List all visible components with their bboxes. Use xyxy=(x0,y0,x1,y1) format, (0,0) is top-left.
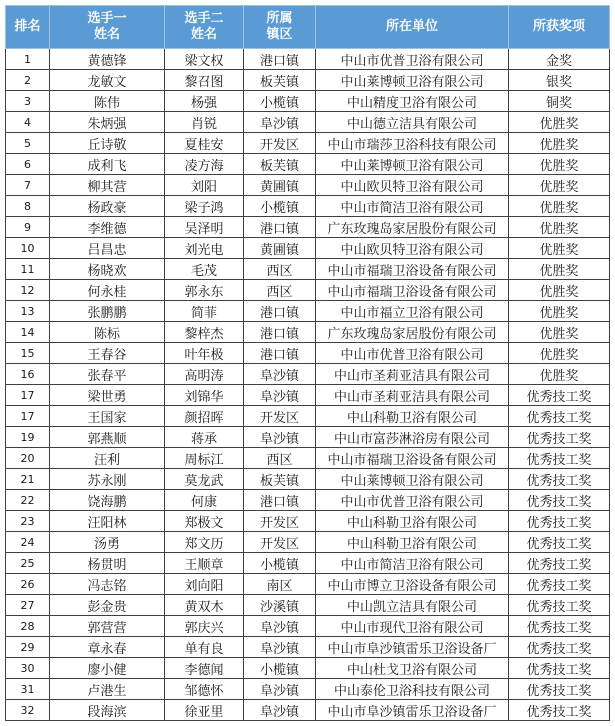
results-table-container xyxy=(5,5,610,721)
town-cell: 小榄镇 xyxy=(244,658,316,679)
company-cell: 中山市瑞莎卫浴科技有限公司 xyxy=(316,133,509,154)
company-cell: 中山莱博顿卫浴有限公司 xyxy=(316,154,509,175)
town-cell: 开发区 xyxy=(244,511,316,532)
company-cell: 中山欧贝特卫浴有限公司 xyxy=(316,175,509,196)
town-cell: 黄圃镇 xyxy=(244,238,316,259)
company-cell: 中山科勒卫浴有限公司 xyxy=(316,532,509,553)
rank-cell: 26 xyxy=(6,574,50,595)
award-cell: 优胜奖 xyxy=(509,301,610,322)
table-row xyxy=(6,217,610,238)
player2-cell: 夏桂安 xyxy=(165,133,244,154)
table-header xyxy=(6,6,610,49)
rank-cell: 8 xyxy=(6,196,50,217)
rank-cell: 32 xyxy=(6,700,50,721)
table-row xyxy=(6,448,610,469)
rank-cell: 6 xyxy=(6,154,50,175)
town-cell: 黄圃镇 xyxy=(244,175,316,196)
award-cell: 优胜奖 xyxy=(509,259,610,280)
player1-cell: 汪阳林 xyxy=(50,511,165,532)
table-body xyxy=(6,49,610,721)
player2-cell: 梁文权 xyxy=(165,49,244,70)
rank-cell: 14 xyxy=(6,322,50,343)
player2-cell: 梁子鸿 xyxy=(165,196,244,217)
award-cell: 优秀技工奖 xyxy=(509,490,610,511)
rank-cell: 12 xyxy=(6,280,50,301)
award-cell: 优秀技工奖 xyxy=(509,679,610,700)
table-row xyxy=(6,385,610,406)
company-cell: 广东玫瑰岛家居股份有限公司 xyxy=(316,322,509,343)
table-row xyxy=(6,91,610,112)
rank-cell: 11 xyxy=(6,259,50,280)
company-cell: 中山泰伦卫浴科技有限公司 xyxy=(316,679,509,700)
company-cell: 中山市福瑞卫浴设备有限公司 xyxy=(316,448,509,469)
rank-cell: 28 xyxy=(6,616,50,637)
company-cell: 中山市简洁卫浴有限公司 xyxy=(316,196,509,217)
player2-cell: 刘阳 xyxy=(165,175,244,196)
town-cell: 西区 xyxy=(244,280,316,301)
header-player2-line1: 选手二 xyxy=(184,11,224,26)
rank-cell: 13 xyxy=(6,301,50,322)
rank-cell: 10 xyxy=(6,238,50,259)
company-cell: 中山市优普卫浴有限公司 xyxy=(316,490,509,511)
town-cell: 沙溪镇 xyxy=(244,595,316,616)
player2-cell: 黄双木 xyxy=(165,595,244,616)
player2-cell: 黎召图 xyxy=(165,70,244,91)
rank-cell: 25 xyxy=(6,553,50,574)
town-cell: 板芙镇 xyxy=(244,154,316,175)
rank-cell: 23 xyxy=(6,511,50,532)
award-cell: 银奖 xyxy=(509,70,610,91)
rank-cell: 30 xyxy=(6,658,50,679)
player1-cell: 廖小健 xyxy=(50,658,165,679)
player1-cell: 彭金贵 xyxy=(50,595,165,616)
town-cell: 阜沙镇 xyxy=(244,700,316,721)
player1-cell: 梁世勇 xyxy=(50,385,165,406)
award-cell: 优秀技工奖 xyxy=(509,595,610,616)
table-row xyxy=(6,616,610,637)
award-cell: 优秀技工奖 xyxy=(509,469,610,490)
company-cell: 中山市福瑞卫浴设备有限公司 xyxy=(316,280,509,301)
town-cell: 阜沙镇 xyxy=(244,637,316,658)
table-row xyxy=(6,658,610,679)
company-cell: 中山杜戈卫浴有限公司 xyxy=(316,658,509,679)
town-cell: 阜沙镇 xyxy=(244,679,316,700)
header-town-line2: 镇区 xyxy=(266,27,293,42)
rank-cell: 16 xyxy=(6,364,50,385)
player2-cell: 刘向阳 xyxy=(165,574,244,595)
table-row xyxy=(6,511,610,532)
table-row xyxy=(6,595,610,616)
award-cell: 金奖 xyxy=(509,49,610,70)
company-cell: 中山市简洁卫浴有限公司 xyxy=(316,553,509,574)
header-town xyxy=(244,6,316,49)
player1-cell: 杨贯明 xyxy=(50,553,165,574)
player2-cell: 莫龙武 xyxy=(165,469,244,490)
town-cell: 小榄镇 xyxy=(244,196,316,217)
award-cell: 优胜奖 xyxy=(509,364,610,385)
player1-cell: 陈标 xyxy=(50,322,165,343)
table-row xyxy=(6,322,610,343)
player1-cell: 李维德 xyxy=(50,217,165,238)
header-player1-line2: 姓名 xyxy=(93,27,120,42)
player1-cell: 陈伟 xyxy=(50,91,165,112)
player1-cell: 苏永刚 xyxy=(50,469,165,490)
player1-cell: 朱炳强 xyxy=(50,112,165,133)
player1-cell: 饶海鹏 xyxy=(50,490,165,511)
award-cell: 优秀技工奖 xyxy=(509,637,610,658)
rank-cell: 4 xyxy=(6,112,50,133)
company-cell: 中山市富莎淋浴房有限公司 xyxy=(316,427,509,448)
table-row xyxy=(6,490,610,511)
town-cell: 开发区 xyxy=(244,406,316,427)
award-cell: 优胜奖 xyxy=(509,280,610,301)
player2-cell: 凌方海 xyxy=(165,154,244,175)
company-cell: 中山市阜沙镇雷乐卫浴设备厂 xyxy=(316,700,509,721)
town-cell: 阜沙镇 xyxy=(244,385,316,406)
player2-cell: 邹德怀 xyxy=(165,679,244,700)
header-player1-line1: 选手一 xyxy=(87,11,127,26)
award-cell: 优秀技工奖 xyxy=(509,616,610,637)
player1-cell: 郭营营 xyxy=(50,616,165,637)
player1-cell: 章永春 xyxy=(50,637,165,658)
town-cell: 板芙镇 xyxy=(244,70,316,91)
award-cell: 优秀技工奖 xyxy=(509,700,610,721)
company-cell: 中山凯立洁具有限公司 xyxy=(316,595,509,616)
table-row xyxy=(6,679,610,700)
player2-cell: 郭庆兴 xyxy=(165,616,244,637)
company-cell: 中山市福立卫浴有限公司 xyxy=(316,301,509,322)
header-town-line1: 所属 xyxy=(266,11,293,26)
player2-cell: 颜招晖 xyxy=(165,406,244,427)
town-cell: 港口镇 xyxy=(244,343,316,364)
town-cell: 阜沙镇 xyxy=(244,364,316,385)
player1-cell: 龙敏文 xyxy=(50,70,165,91)
company-cell: 中山市博立卫浴设备有限公司 xyxy=(316,574,509,595)
table-row xyxy=(6,553,610,574)
player2-cell: 郑文历 xyxy=(165,532,244,553)
table-row xyxy=(6,175,610,196)
player1-cell: 张春平 xyxy=(50,364,165,385)
company-cell: 中山市福瑞卫浴设备有限公司 xyxy=(316,259,509,280)
award-cell: 优胜奖 xyxy=(509,343,610,364)
rank-cell: 1 xyxy=(6,49,50,70)
award-cell: 优胜奖 xyxy=(509,322,610,343)
town-cell: 板芙镇 xyxy=(244,469,316,490)
rank-cell: 2 xyxy=(6,70,50,91)
player2-cell: 蒋承 xyxy=(165,427,244,448)
award-cell: 优胜奖 xyxy=(509,196,610,217)
table-row xyxy=(6,154,610,175)
town-cell: 开发区 xyxy=(244,532,316,553)
award-cell: 铜奖 xyxy=(509,91,610,112)
table-row xyxy=(6,301,610,322)
player2-cell: 刘光电 xyxy=(165,238,244,259)
table-row xyxy=(6,574,610,595)
town-cell: 南区 xyxy=(244,574,316,595)
player1-cell: 王国家 xyxy=(50,406,165,427)
player1-cell: 丘诗敬 xyxy=(50,133,165,154)
award-cell: 优胜奖 xyxy=(509,175,610,196)
town-cell: 阜沙镇 xyxy=(244,427,316,448)
player1-cell: 段海滨 xyxy=(50,700,165,721)
town-cell: 港口镇 xyxy=(244,301,316,322)
award-cell: 优胜奖 xyxy=(509,154,610,175)
table-row xyxy=(6,700,610,721)
town-cell: 西区 xyxy=(244,259,316,280)
rank-cell: 20 xyxy=(6,448,50,469)
table-row xyxy=(6,469,610,490)
town-cell: 港口镇 xyxy=(244,322,316,343)
rank-cell: 17 xyxy=(6,406,50,427)
table-row xyxy=(6,49,610,70)
player2-cell: 简菲 xyxy=(165,301,244,322)
player2-cell: 吴泽明 xyxy=(165,217,244,238)
player1-cell: 汪利 xyxy=(50,448,165,469)
award-cell: 优胜奖 xyxy=(509,112,610,133)
town-cell: 西区 xyxy=(244,448,316,469)
player2-cell: 单有良 xyxy=(165,637,244,658)
rank-cell: 9 xyxy=(6,217,50,238)
player1-cell: 冯志铭 xyxy=(50,574,165,595)
rank-cell: 15 xyxy=(6,343,50,364)
table-row xyxy=(6,532,610,553)
rank-cell: 21 xyxy=(6,469,50,490)
award-cell: 优秀技工奖 xyxy=(509,532,610,553)
company-cell: 中山莱博顿卫浴有限公司 xyxy=(316,70,509,91)
company-cell: 中山欧贝特卫浴有限公司 xyxy=(316,238,509,259)
player1-cell: 杨政豪 xyxy=(50,196,165,217)
header-row xyxy=(6,6,610,49)
player2-cell: 李德闻 xyxy=(165,658,244,679)
company-cell: 中山精度卫浴有限公司 xyxy=(316,91,509,112)
award-cell: 优秀技工奖 xyxy=(509,553,610,574)
rank-cell: 17 xyxy=(6,385,50,406)
header-rank: 排名 xyxy=(6,6,50,49)
rank-cell: 22 xyxy=(6,490,50,511)
player1-cell: 柳其营 xyxy=(50,175,165,196)
header-player2 xyxy=(165,6,244,49)
award-cell: 优秀技工奖 xyxy=(509,658,610,679)
table-row xyxy=(6,112,610,133)
header-player2-line2: 姓名 xyxy=(190,27,217,42)
company-cell: 中山市圣莉亚洁具有限公司 xyxy=(316,385,509,406)
table-row xyxy=(6,259,610,280)
table-row xyxy=(6,406,610,427)
award-cell: 优秀技工奖 xyxy=(509,427,610,448)
player1-cell: 王春谷 xyxy=(50,343,165,364)
town-cell: 阜沙镇 xyxy=(244,616,316,637)
player1-cell: 卢港生 xyxy=(50,679,165,700)
player1-cell: 黄德锋 xyxy=(50,49,165,70)
company-cell: 中山市现代卫浴有限公司 xyxy=(316,616,509,637)
table-row xyxy=(6,196,610,217)
rank-cell: 29 xyxy=(6,637,50,658)
town-cell: 港口镇 xyxy=(244,490,316,511)
town-cell: 小榄镇 xyxy=(244,91,316,112)
player2-cell: 叶年极 xyxy=(165,343,244,364)
company-cell: 广东玫瑰岛家居股份有限公司 xyxy=(316,217,509,238)
player2-cell: 郑极文 xyxy=(165,511,244,532)
award-cell: 优秀技工奖 xyxy=(509,385,610,406)
player2-cell: 郭永东 xyxy=(165,280,244,301)
town-cell: 港口镇 xyxy=(244,217,316,238)
rank-cell: 19 xyxy=(6,427,50,448)
award-cell: 优胜奖 xyxy=(509,238,610,259)
rank-cell: 7 xyxy=(6,175,50,196)
rank-cell: 27 xyxy=(6,595,50,616)
player1-cell: 张鹏鹏 xyxy=(50,301,165,322)
player2-cell: 何康 xyxy=(165,490,244,511)
player2-cell: 黎梓杰 xyxy=(165,322,244,343)
company-cell: 中山科勒卫浴有限公司 xyxy=(316,406,509,427)
award-cell: 优秀技工奖 xyxy=(509,511,610,532)
table-row xyxy=(6,70,610,91)
company-cell: 中山市优普卫浴有限公司 xyxy=(316,343,509,364)
header-award: 所获奖项 xyxy=(509,6,610,49)
results-table xyxy=(5,5,610,721)
player2-cell: 毛茂 xyxy=(165,259,244,280)
table-row xyxy=(6,280,610,301)
table-row xyxy=(6,133,610,154)
company-cell: 中山科勒卫浴有限公司 xyxy=(316,511,509,532)
player1-cell: 郭燕顺 xyxy=(50,427,165,448)
rank-cell: 5 xyxy=(6,133,50,154)
player2-cell: 肖锐 xyxy=(165,112,244,133)
player1-cell: 何永桂 xyxy=(50,280,165,301)
table-row xyxy=(6,238,610,259)
company-cell: 中山德立洁具有限公司 xyxy=(316,112,509,133)
table-row xyxy=(6,364,610,385)
company-cell: 中山市阜沙镇雷乐卫浴设备厂 xyxy=(316,637,509,658)
player1-cell: 成利飞 xyxy=(50,154,165,175)
company-cell: 中山市优普卫浴有限公司 xyxy=(316,49,509,70)
award-cell: 优秀技工奖 xyxy=(509,448,610,469)
player1-cell: 杨晓欢 xyxy=(50,259,165,280)
table-row xyxy=(6,427,610,448)
town-cell: 开发区 xyxy=(244,133,316,154)
player2-cell: 杨强 xyxy=(165,91,244,112)
player2-cell: 王顺章 xyxy=(165,553,244,574)
town-cell: 港口镇 xyxy=(244,49,316,70)
header-company: 所在单位 xyxy=(316,6,509,49)
town-cell: 小榄镇 xyxy=(244,553,316,574)
table-row xyxy=(6,343,610,364)
award-cell: 优胜奖 xyxy=(509,217,610,238)
player2-cell: 刘锦华 xyxy=(165,385,244,406)
table-row xyxy=(6,637,610,658)
company-cell: 中山莱博顿卫浴有限公司 xyxy=(316,469,509,490)
player2-cell: 周标江 xyxy=(165,448,244,469)
award-cell: 优秀技工奖 xyxy=(509,574,610,595)
rank-cell: 24 xyxy=(6,532,50,553)
player2-cell: 高明涛 xyxy=(165,364,244,385)
company-cell: 中山市圣莉亚洁具有限公司 xyxy=(316,364,509,385)
rank-cell: 31 xyxy=(6,679,50,700)
player2-cell: 徐亚里 xyxy=(165,700,244,721)
town-cell: 阜沙镇 xyxy=(244,112,316,133)
player1-cell: 吕昌忠 xyxy=(50,238,165,259)
award-cell: 优胜奖 xyxy=(509,133,610,154)
award-cell: 优秀技工奖 xyxy=(509,406,610,427)
player1-cell: 汤勇 xyxy=(50,532,165,553)
header-player1 xyxy=(50,6,165,49)
rank-cell: 3 xyxy=(6,91,50,112)
